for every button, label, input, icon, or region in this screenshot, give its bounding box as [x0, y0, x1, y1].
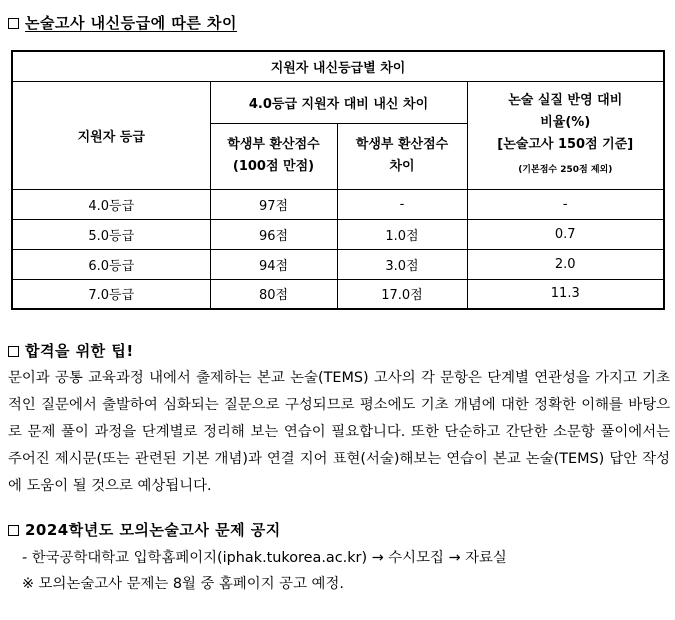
cell-diff: -	[337, 189, 467, 219]
cell-grade: 5.0등급	[12, 219, 210, 249]
section-title-tips: 합격을 위한 팁!	[8, 340, 134, 361]
cell-score: 96점	[210, 219, 337, 249]
section-title-mock-exam-notice: 2024학년도 모의논술고사 문제 공지	[8, 519, 281, 540]
cell-diff: 3.0점	[337, 249, 467, 279]
cell-score: 80점	[210, 279, 337, 309]
cell-score: 97점	[210, 189, 337, 219]
cell-score: 94점	[210, 249, 337, 279]
cell-ratio: 0.7	[467, 219, 664, 249]
header-ratio	[467, 81, 664, 189]
table-row	[12, 249, 664, 279]
table-row	[12, 189, 664, 219]
cell-grade: 7.0등급	[12, 279, 210, 309]
header-ratio-note: (기본점수 250점 제외)	[518, 164, 613, 175]
checkbox-square-icon	[8, 18, 19, 29]
header-score-difference: 학생부 환산점수 차이	[337, 123, 467, 189]
table-row	[12, 219, 664, 249]
tips-paragraph-text: 문이과 공통 교육과정 내에서 출제하는 본교 논술(TEMS) 고사의 각 문항은 단계별 연관성을 가지고 기초적인 질문에서 출발하여 심화되는 질문으로 구성되므로 평소에도 기초 개념에 대한 정확한 이해를 바탕으로 문제 풀이 과정을 단계별로 정리해 보는 연습이 필요합니다. 또한 단순하고 간단한 소문항 풀이에서는 주어진 제시문(또는 관련된 기본 개념)과 연결 지어 표현(서술)해보는 연습이 본교 논술(TEMS) 답안 작성에 도움이 될 것으로 예상됩니다.	[8, 370, 670, 494]
header-applicant-grade: 지원자 등급	[12, 81, 210, 189]
checkbox-square-icon	[8, 525, 19, 536]
grade-difference-table	[11, 50, 665, 310]
header-converted-score: 학생부 환산점수 (100점 만점)	[210, 123, 337, 189]
admissions-link-line: - 한국공학대학교 입학홈페이지(iphak.tukorea.ac.kr) → 수시모집 → 자료실	[22, 550, 507, 566]
header-grade-gap-group: 4.0등급 지원자 대비 내신 차이	[210, 81, 467, 123]
cell-grade: 6.0등급	[12, 249, 210, 279]
section-title-grade-difference: 논술고사 내신등급에 따른 차이	[8, 12, 237, 33]
cell-ratio: 2.0	[467, 249, 664, 279]
tips-paragraph	[8, 365, 670, 500]
notice-line: ※ 모의논술고사 문제는 8월 중 홈페이지 공고 예정.	[22, 576, 344, 592]
cell-diff: 1.0점	[337, 219, 467, 249]
cell-grade: 4.0등급	[12, 189, 210, 219]
header-ratio-text: 논술 실질 반영 대비 비율(%) [논술고사 150점 기준]	[497, 92, 634, 152]
cell-ratio: 11.3	[467, 279, 664, 309]
checkbox-square-icon	[8, 346, 19, 357]
table-row	[12, 279, 664, 309]
cell-diff: 17.0점	[337, 279, 467, 309]
cell-ratio: -	[467, 189, 664, 219]
table-caption: 지원자 내신등급별 차이	[12, 51, 664, 81]
